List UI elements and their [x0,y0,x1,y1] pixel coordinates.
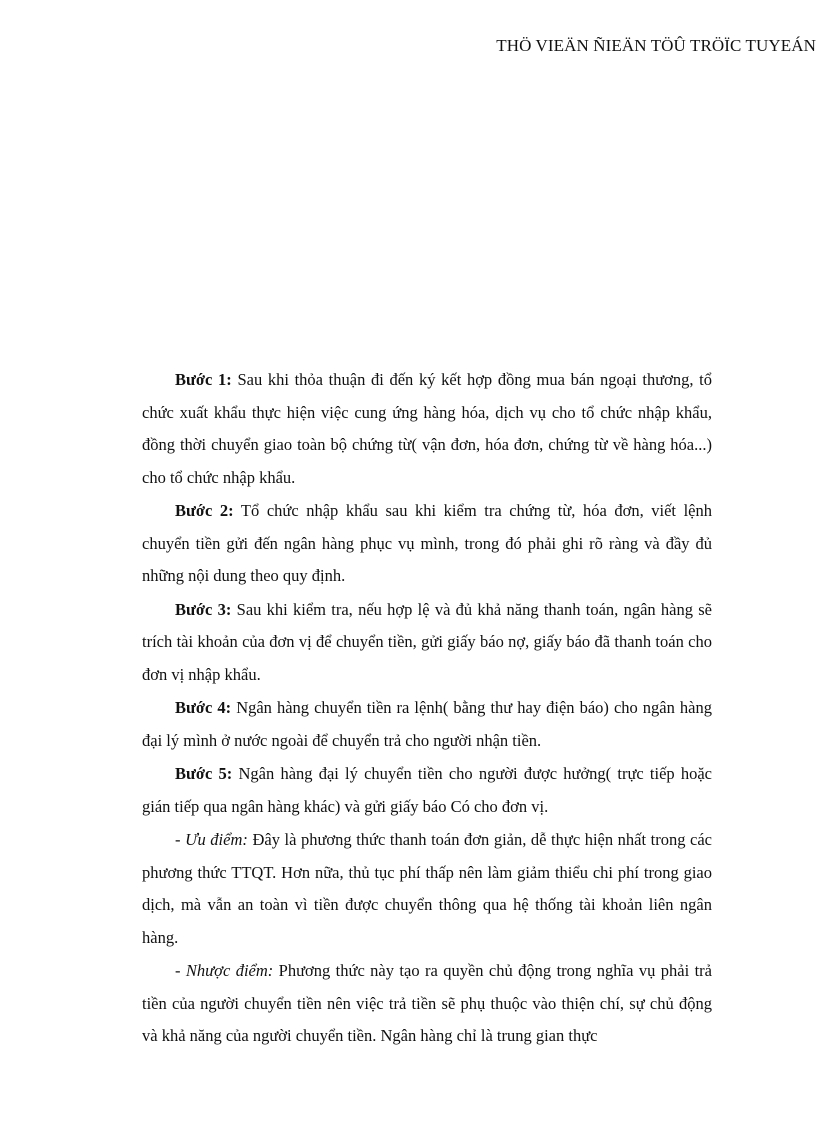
paragraph-step-1 [142,364,712,494]
paragraph-step-3 [142,594,712,692]
advantages-label: Ưu điểm: [185,830,248,849]
step-label: Bước 1: [175,370,232,389]
disadvantages-label: Nhược điểm: [185,961,274,980]
paragraph-text: Đây là phương thức thanh toán đơn giản, dễ thực hiện nhất trong các phương thức TTQT. Hơn nữa, thủ tục phí thấp nên làm giảm thiểu chi phí trong giao dịch, mà vẫn an toàn vì tiền được chuyển thông qua hệ thống tài khoản liên ngân hàng. [142,830,713,947]
list-dash: - [175,830,186,849]
paragraph-text: Tổ chức nhập khẩu sau khi kiểm tra chứng từ, hóa đơn, viết lệnh chuyển tiền gửi đến ngân hàng phục vụ mình, trong đó phải ghi rõ ràng và đầy đủ những nội dung theo quy định. [142,501,712,585]
list-dash: - [175,961,186,980]
paragraph-text: Phương thức này tạo ra quyền chủ động trong nghĩa vụ phải trả tiền của người chuyển tiền nên việc trả tiền sẽ phụ thuộc vào thiện chí, sự chủ động và khả năng của người chuyển tiền. Ngân hàng chỉ là trung gian thực [142,961,712,1045]
document-body [142,364,712,1054]
paragraph-step-4 [142,692,712,757]
page-header: THÖ VIEÄN ÑIEÄN TÖÛ TRÖÏC TUYEÁN [496,36,816,55]
step-label: Bước 2: [175,501,234,520]
step-label: Bước 4: [175,698,232,717]
step-label: Bước 3: [175,599,232,619]
paragraph-text: Ngân hàng chuyển tiền ra lệnh( bằng thư hay điện báo) cho ngân hàng đại lý mình ở nước ngoài để chuyển trả cho người nhận tiền. [142,698,712,750]
paragraph-text: Ngân hàng đại lý chuyển tiền cho người được hưởng( trực tiếp hoặc gián tiếp qua ngân hàng khác) và gửi giấy báo Có cho đơn vị. [142,764,712,816]
paragraph-disadvantages [142,955,712,1053]
paragraph-text: Sau khi kiểm tra, nếu hợp lệ và đủ khả năng thanh toán, ngân hàng sẽ trích tài khoản của đơn vị để chuyển tiền, gửi giấy báo nợ, giấy báo đã thanh toán cho đơn vị nhập khẩu. [142,599,712,684]
paragraph-step-5 [142,758,712,823]
paragraph-advantages [142,824,712,954]
step-label: Bước 5: [175,764,233,783]
paragraph-text: Sau khi thỏa thuận đi đến ký kết hợp đồng mua bán ngoại thương, tổ chức xuất khẩu thực hiện việc cung ứng hàng hóa, dịch vụ cho tổ chức nhập khẩu, đồng thời chuyển giao toàn bộ chứng từ( vận đơn, hóa đơn, chứng từ về hàng hóa...) cho tổ chức nhập khẩu. [142,370,712,487]
paragraph-step-2 [142,495,712,593]
